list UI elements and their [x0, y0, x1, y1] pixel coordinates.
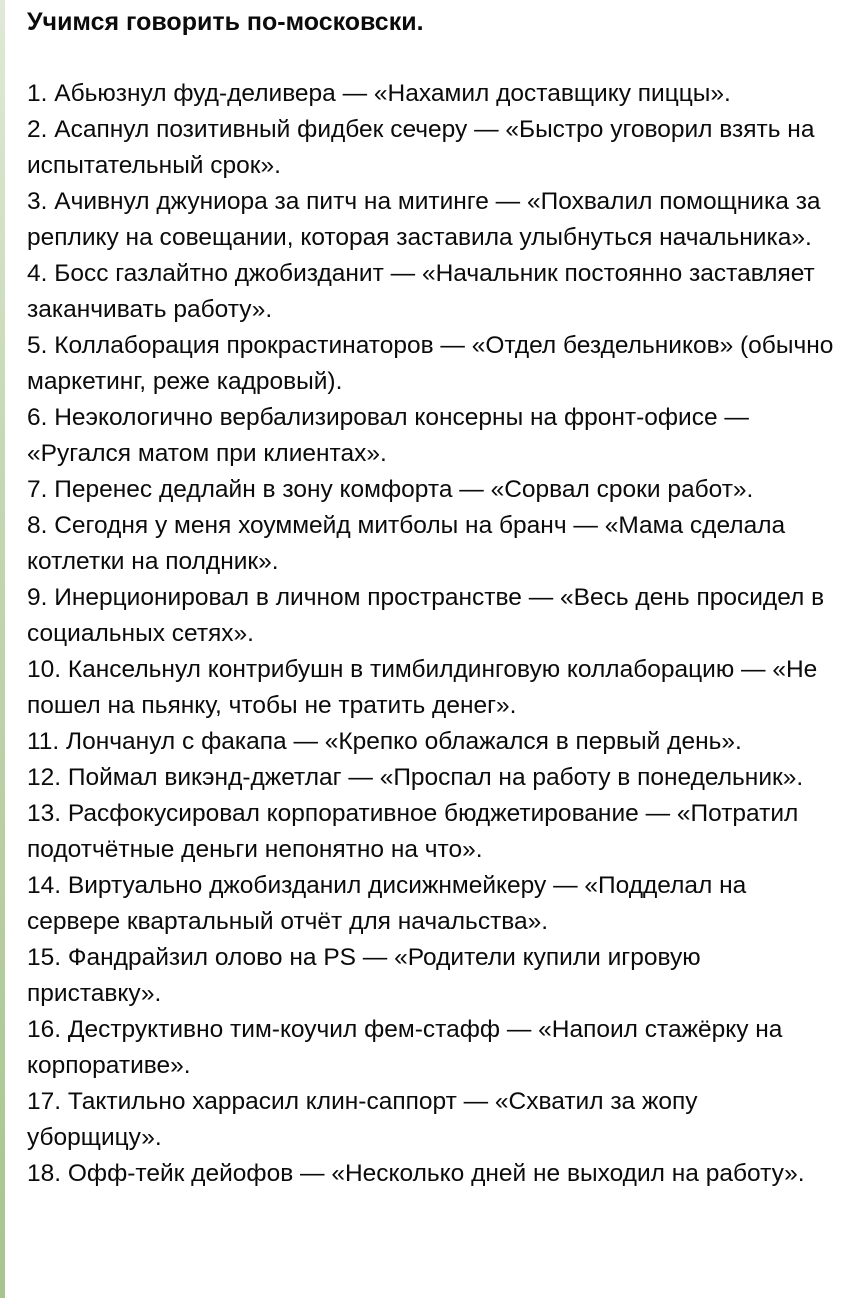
- list-item: 3. Ачивнул джуниора за питч на митинге — «Похвалил помощника за реплику на совещании, которая заставила улыбнуться начальника».: [27, 188, 821, 251]
- list-item: 6. Неэкологично вербализировал консерны на фронт-офисе — «Ругался матом при клиентах».: [27, 404, 749, 467]
- list-item: 9. Инерционировал в личном пространстве — «Весь день просидел в социальных сетях».: [27, 584, 825, 647]
- list-item: 5. Коллаборация прокрастинаторов — «Отдел бездельников» (обычно маркетинг, реже кадровый).: [27, 332, 834, 395]
- list-item: 18. Офф-тейк дейофов — «Несколько дней не выходил на работу».: [27, 1160, 805, 1187]
- list-item: 8. Сегодня у меня хоуммейд митболы на бранч — «Мама сделала котлетки на полдник».: [27, 512, 786, 575]
- message-accent-bar: [0, 0, 5, 1298]
- list-item: 2. Асапнул позитивный фидбек сечеру — «Быстро уговорил взять на испытательный срок».: [27, 116, 815, 179]
- list-item: 14. Виртуально джобизданил дисижнмейкеру — «Подделал на сервере квартальный отчёт для начальства».: [27, 872, 747, 935]
- list-item: 12. Поймал викэнд-джетлаг — «Проспал на работу в понедельник».: [27, 764, 804, 791]
- list-item: 7. Перенес дедлайн в зону комфорта — «Сорвал сроки работ».: [27, 476, 754, 503]
- list-item: 1. Абьюзнул фуд-деливера — «Нахамил доставщику пиццы».: [27, 80, 731, 107]
- list-item: 16. Деструктивно тим-коучил фем-стафф — «Напоил стажёрку на корпоративе».: [27, 1016, 783, 1079]
- message-bubble: [27, 4, 837, 1192]
- phrase-list: [27, 76, 837, 1192]
- list-item: 10. Кансельнул контрибушн в тимбилдинговую коллаборацию — «Не пошел на пьянку, чтобы не тратить денег».: [27, 656, 818, 719]
- list-item: 4. Босс газлайтно джобизданит — «Начальник постоянно заставляет заканчивать работу».: [27, 260, 815, 323]
- list-item: 13. Расфокусировал корпоративное бюджетирование — «Потратил подотчётные деньги непонятно на что».: [27, 800, 799, 863]
- list-item: 17. Тактильно харрасил клин-саппорт — «Схватил за жопу уборщицу».: [27, 1088, 698, 1151]
- message-title: Учимся говорить по-московски.: [27, 8, 424, 36]
- list-item: 11. Лончанул с факапа — «Крепко облажался в первый день».: [27, 728, 742, 755]
- list-item: 15. Фандрайзил олово на PS — «Родители купили игровую приставку».: [27, 944, 701, 1007]
